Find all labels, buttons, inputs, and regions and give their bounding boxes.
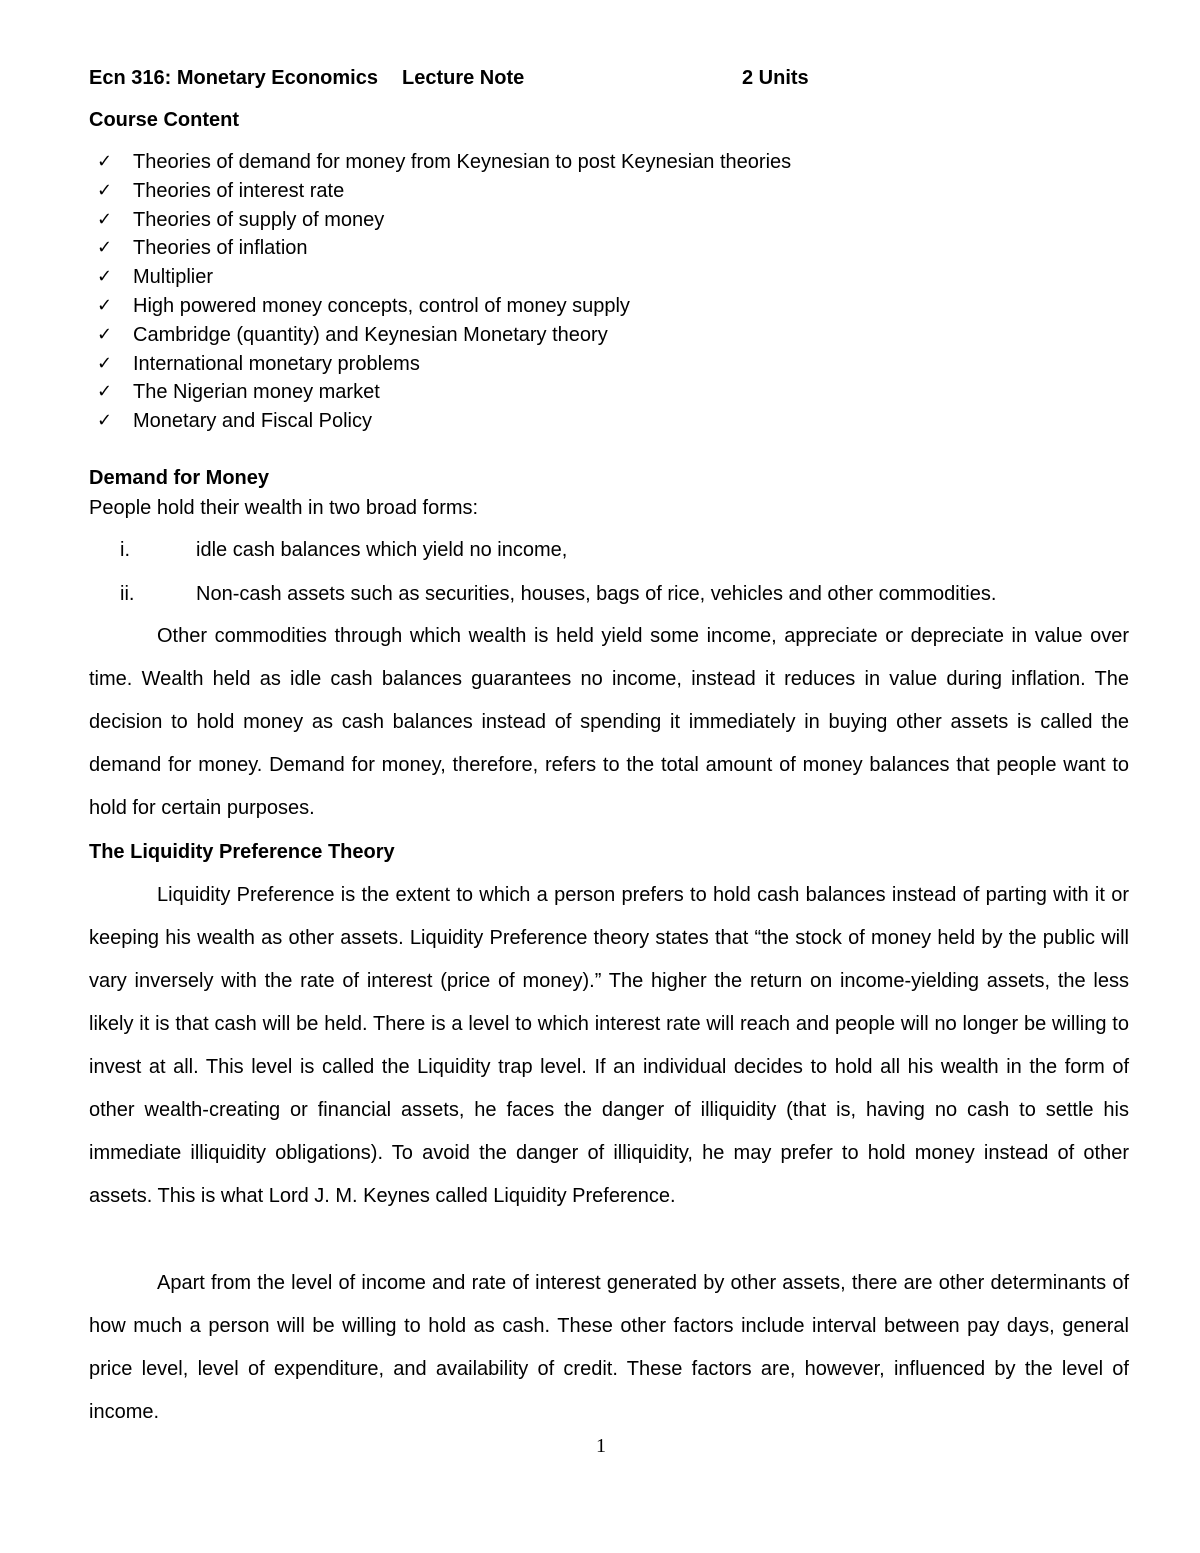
course-content-heading: Course Content bbox=[89, 109, 239, 131]
list-item: ✓ Multiplier bbox=[97, 263, 791, 292]
list-item: ✓ High powered money concepts, control of money supply bbox=[97, 292, 791, 321]
list-item: ✓ Monetary and Fiscal Policy bbox=[97, 407, 791, 436]
demand-paragraph: Other commodities through which wealth is held yield some income, appreciate or depreciate in value over time. Wealth held as idle cash balances guarantees no income, instead it reduces in value during inflation. The decision to hold money as cash balances instead of spending it immediately in buying other assets is called the demand for money. Demand for money, therefore, refers to the total amount of money balances that people want to hold for certain purposes. bbox=[89, 625, 1129, 819]
course-title: Ecn 316: Monetary Economics bbox=[89, 67, 378, 89]
liquidity-preference-heading: The Liquidity Preference Theory bbox=[89, 841, 395, 863]
list-item: ✓ Theories of supply of money bbox=[97, 206, 791, 235]
list-item: ✓ Theories of demand for money from Keynesian to post Keynesian theories bbox=[97, 148, 791, 177]
checkmark-icon: ✓ bbox=[97, 151, 113, 172]
course-content-list bbox=[97, 148, 791, 436]
checkmark-icon: ✓ bbox=[97, 179, 113, 201]
liquidity-paragraph-2: Apart from the level of income and rate of interest generated by other assets, there are other determinants of how much a person will be willing to hold as cash. These other factors include interval between pay days, general price level, level of expenditure, and availability of credit. These factors are, however, influenced by the level of income. bbox=[89, 1272, 1129, 1423]
list-item: ✓ Theories of inflation bbox=[97, 234, 791, 263]
list-item: ✓ The Nigerian money market bbox=[97, 378, 791, 407]
checkmark-icon: ✓ bbox=[97, 294, 113, 316]
demand-intro: People hold their wealth in two broad forms: bbox=[89, 497, 479, 519]
checkmark-icon: ✓ bbox=[97, 237, 113, 259]
checkmark-icon: ✓ bbox=[97, 323, 113, 345]
item-text: idle cash balances which yield no income, bbox=[196, 539, 568, 561]
checkmark-icon: ✓ bbox=[97, 352, 113, 374]
item-text: Non-cash assets such as securities, houses, bags of rice, vehicles and other commodities. bbox=[196, 583, 997, 605]
units-label: 2 Units bbox=[742, 67, 809, 89]
lecture-note-label: Lecture Note bbox=[402, 67, 525, 89]
demand-for-money-heading: Demand for Money bbox=[89, 467, 270, 489]
liquidity-paragraph-1: Liquidity Preference is the extent to which a person prefers to hold cash balances instead of parting with it or keeping his wealth as other assets. Liquidity Preference theory states that “the stock of money held by the public will vary inversely with the rate of interest (price of money).” The higher the return on income-yielding assets, the less likely it is that cash will be held. There is a level to which interest rate will reach and people will no longer be willing to invest at all. This level is called the Liquidity trap level. If an individual decides to hold all his wealth in the form of other wealth-creating or financial assets, he faces the danger of illiquidity (that is, having no cash to settle his immediate illiquidity obligations). To avoid the danger of illiquidity, he may prefer to hold money instead of other assets. This is what Lord J. M. Keynes called Liquidity Preference. bbox=[89, 884, 1129, 1207]
checkmark-icon: ✓ bbox=[97, 208, 113, 230]
list-item: ✓ Cambridge (quantity) and Keynesian Monetary theory bbox=[97, 321, 791, 350]
page-number: 1 bbox=[596, 1435, 606, 1457]
item-number: ii. bbox=[120, 583, 135, 605]
item-number: i. bbox=[120, 539, 130, 561]
checkmark-icon: ✓ bbox=[97, 381, 113, 403]
list-item: ✓ Theories of interest rate bbox=[97, 177, 791, 206]
checkmark-icon: ✓ bbox=[97, 266, 113, 288]
checkmark-icon: ✓ bbox=[97, 410, 113, 432]
list-item: ✓ International monetary problems bbox=[97, 350, 791, 379]
